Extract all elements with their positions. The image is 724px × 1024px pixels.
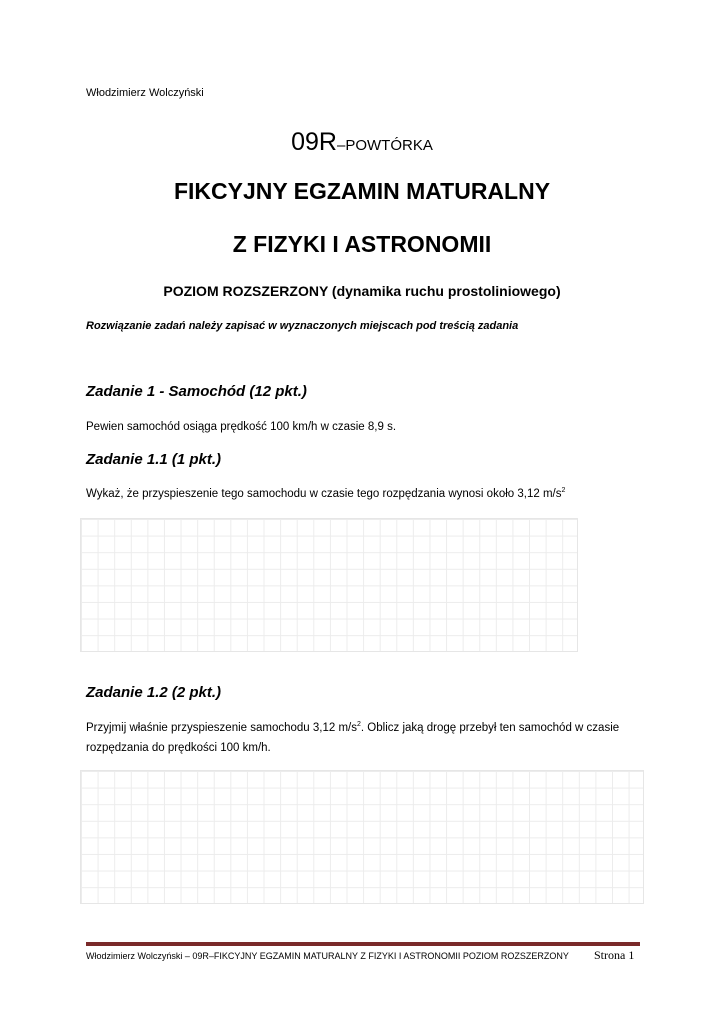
task1-2-text-a: Przyjmij właśnie przyspieszenie samochodu 3,12 m/s [86,722,357,734]
exam-title-line1: FIKCYJNY EGZAMIN MATURALNY [173,178,551,204]
task1-1-text [86,484,646,504]
exam-title-line2: Z FIZYKI I ASTRONOMII [232,231,492,257]
footer-divider [86,942,640,946]
code-number: 09R [291,128,337,156]
exam-level: POZIOM ROZSZERZONY (dynamika ruchu prostoliniowego) [163,283,561,299]
task1-2-text-b: . Oblicz jaką drogę przebył ten samochód w czasie rozpędzania do prędkości 100 km/h. [86,722,620,754]
task1-1-text-main: Wykaż, że przyspieszenie tego samochodu w czasie tego rozpędzania wynosi około 3,12 m/s [86,488,562,500]
task1-1-superscript: 2 [561,487,566,495]
task1-2-heading: Zadanie 1.2 (2 pkt.) [86,684,222,701]
page-number: Strona 1 [594,948,635,962]
document-code [0,128,724,157]
task1-heading: Zadanie 1 - Samochód (12 pkt.) [86,383,307,400]
author-name: Włodzimierz Wolczyński [86,87,204,99]
task1-2-superscript: 2 [357,721,361,729]
task1-text: Pewien samochód osiąga prędkość 100 km/h w czasie 8,9 s. [86,421,397,433]
task1-1-heading: Zadanie 1.1 (1 pkt.) [86,451,222,468]
task1-2-text [86,718,646,758]
answer-grid-1-1[interactable] [80,518,578,652]
code-suffix: –POWTÓRKA [337,137,433,154]
footer-text: Włodzimierz Wolczyński – 09R–FIKCYJNY EGZAMIN MATURALNY Z FIZYKI I ASTRONOMII POZIOM ROZSZERZONY [86,951,569,961]
instruction-text: Rozwiązanie zadań należy zapisać w wyznaczonych miejscach pod treścią zadania [86,320,519,332]
answer-grid-1-2[interactable] [80,770,644,904]
